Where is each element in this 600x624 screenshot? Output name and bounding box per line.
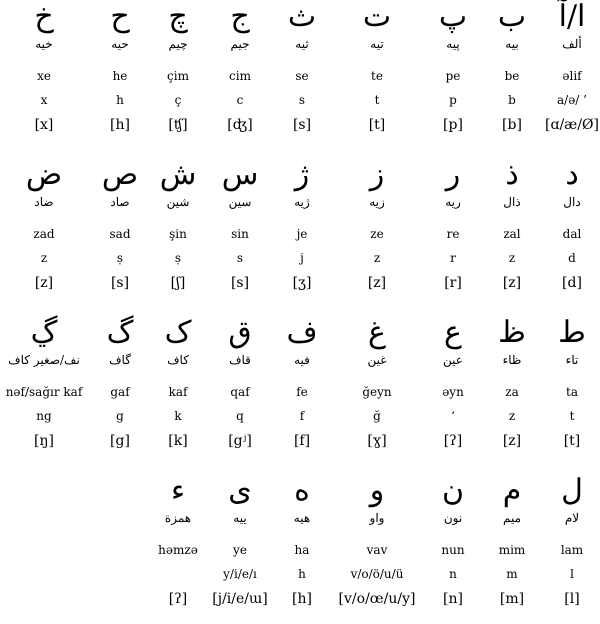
- letter-name: تاء: [565, 353, 579, 367]
- latin-name: nəf/sağır kaf: [5, 385, 83, 399]
- transliteration: y/i/e/ı: [223, 567, 257, 581]
- transliteration: b: [508, 93, 516, 107]
- letter: ج: [230, 0, 250, 34]
- letter-name: نون: [443, 511, 463, 525]
- letter: م: [502, 473, 522, 508]
- letter-cell: [413, 158, 493, 308]
- letter-cell: [337, 474, 417, 624]
- letter-name: ييه: [233, 511, 247, 525]
- transliteration: m: [506, 567, 518, 581]
- ipa-value: [g]: [110, 433, 130, 449]
- latin-name: re: [446, 227, 460, 241]
- transliteration: x: [40, 93, 48, 107]
- letter: ء: [170, 473, 186, 508]
- transliteration: ṣ: [116, 251, 124, 265]
- letter-name: ذال: [503, 195, 521, 209]
- latin-name: ye: [233, 543, 247, 557]
- latin-name: gaf: [110, 385, 130, 399]
- letter-cell: [413, 316, 493, 466]
- letter: ص: [101, 157, 139, 192]
- transliteration: z: [508, 409, 516, 423]
- latin-name: əlif: [562, 69, 582, 83]
- latin-name: dal: [562, 227, 582, 241]
- letter-name: پيه: [446, 37, 460, 51]
- letter-name: لام: [564, 511, 580, 525]
- transliteration: ṣ: [174, 251, 182, 265]
- letter: غ: [368, 315, 386, 350]
- latin-name: xe: [37, 69, 51, 83]
- letter: چ: [168, 0, 188, 34]
- letter: پ: [438, 0, 468, 34]
- letter-name: ژيه: [294, 195, 310, 209]
- letter-cell: [138, 474, 218, 624]
- letter-name: حيه: [111, 37, 129, 51]
- transliteration: z: [373, 251, 381, 265]
- latin-name: vav: [366, 543, 388, 557]
- latin-name: əyn: [442, 385, 464, 399]
- latin-name: ha: [294, 543, 310, 557]
- transliteration: j: [300, 251, 304, 265]
- letter: ه: [294, 473, 310, 508]
- transliteration: f: [299, 409, 305, 423]
- letter-name: فيه: [294, 353, 310, 367]
- transliteration: k: [174, 409, 182, 423]
- ipa-value: [n]: [443, 591, 463, 607]
- letter-name: سين: [228, 195, 252, 209]
- letter-name: كاف: [167, 353, 189, 367]
- letter: ز: [369, 157, 385, 192]
- letter: خ: [34, 0, 54, 34]
- letter-name: گاف: [109, 353, 131, 367]
- letter-cell: [0, 316, 94, 466]
- ipa-value: [ɑ/æ/Ø]: [545, 117, 599, 133]
- latin-name: fe: [296, 385, 308, 399]
- ipa-value: [p]: [443, 117, 463, 133]
- letter-name: ألف: [562, 37, 582, 51]
- letter-cell: [413, 0, 493, 150]
- ipa-value: [v/o/œ/u/y]: [338, 591, 416, 607]
- transliteration: r: [450, 251, 456, 265]
- ipa-value: [z]: [502, 433, 522, 449]
- letter: د: [565, 157, 579, 192]
- ipa-value: [gʲ]: [228, 433, 252, 449]
- ipa-value: [l]: [564, 591, 580, 607]
- letter-cell: [413, 474, 493, 624]
- transliteration: h: [298, 567, 306, 581]
- letter: ق: [228, 315, 252, 350]
- transliteration: ğ: [373, 409, 381, 423]
- ipa-value: [d]: [562, 275, 582, 291]
- letter: س: [221, 157, 259, 192]
- letter-name: ميم: [502, 511, 522, 525]
- letter-name: قاف: [229, 353, 251, 367]
- letter: ع: [444, 315, 462, 350]
- latin-name: cim: [229, 69, 251, 83]
- letter-name: زيه: [369, 195, 385, 209]
- transliteration: ç: [174, 93, 182, 107]
- letter: ن: [441, 473, 465, 508]
- latin-name: həmzə: [158, 543, 198, 557]
- latin-name: ğeyn: [362, 385, 392, 399]
- ipa-value: [ʃ]: [170, 275, 186, 291]
- transliteration: t: [569, 409, 575, 423]
- ipa-value: [j/i/e/ɯ]: [212, 591, 268, 607]
- ipa-value: [z]: [367, 275, 387, 291]
- letter: ف: [286, 315, 318, 350]
- transliteration: n: [449, 567, 457, 581]
- letter: ض: [25, 157, 63, 192]
- letter-name: خيه: [35, 37, 53, 51]
- ipa-value: [ɣ]: [367, 433, 387, 449]
- letter-name: صاد: [110, 195, 130, 209]
- transliteration: s: [236, 251, 244, 265]
- letter-name: هيه: [293, 511, 311, 525]
- latin-name: sin: [231, 227, 249, 241]
- letter-name: ظاء: [502, 353, 522, 367]
- letter-cell: [80, 158, 160, 308]
- latin-name: je: [296, 227, 308, 241]
- transliteration: t: [374, 93, 380, 107]
- letter-name: ريه: [445, 195, 461, 209]
- latin-name: za: [505, 385, 519, 399]
- transliteration: l: [570, 567, 574, 581]
- letter: ژ: [294, 157, 310, 192]
- transliteration: ng: [36, 409, 52, 423]
- latin-name: çim: [167, 69, 189, 83]
- latin-name: nun: [441, 543, 465, 557]
- letter: ب: [497, 0, 527, 34]
- letter: ڲ: [30, 315, 58, 350]
- latin-name: ze: [370, 227, 384, 241]
- letter-cell: [4, 0, 84, 150]
- letter: ر: [445, 157, 461, 192]
- letter-cell: [337, 316, 417, 466]
- letter: ط: [558, 315, 586, 350]
- ipa-value: [b]: [502, 117, 522, 133]
- transliteration: v/o/ö/u/ü: [350, 567, 404, 581]
- ipa-value: [k]: [168, 433, 188, 449]
- letter-name: جيم: [230, 37, 250, 51]
- letter: گ: [106, 315, 134, 350]
- transliteration: p: [449, 93, 457, 107]
- letter: ذ: [505, 157, 519, 192]
- ipa-value: [s]: [110, 275, 130, 291]
- ipa-value: [t]: [368, 117, 386, 133]
- ipa-value: [ŋ]: [34, 433, 54, 449]
- latin-name: qaf: [230, 385, 250, 399]
- letter: ث: [287, 0, 317, 34]
- ipa-value: [h]: [110, 117, 130, 133]
- letter: ت: [362, 0, 392, 34]
- letter: ظ: [498, 315, 526, 350]
- latin-name: pe: [445, 69, 461, 83]
- latin-name: be: [504, 69, 520, 83]
- letter-name: عين: [443, 353, 463, 367]
- letter-name: بيه: [505, 37, 519, 51]
- latin-name: sad: [109, 227, 131, 241]
- transliteration: d: [568, 251, 576, 265]
- letter-name: شين: [166, 195, 190, 209]
- letter-name: دال: [563, 195, 581, 209]
- ipa-value: [ʧ]: [168, 117, 188, 133]
- letter: ى: [228, 473, 252, 508]
- latin-name: kaf: [168, 385, 188, 399]
- ipa-value: [r]: [444, 275, 462, 291]
- ipa-value: [f]: [293, 433, 311, 449]
- letter-cell: [80, 0, 160, 150]
- transliteration: ‘: [451, 409, 455, 423]
- latin-name: te: [371, 69, 383, 83]
- letter-cell: [337, 158, 417, 308]
- letter-name: همزة: [164, 511, 192, 525]
- letter: ل: [561, 473, 583, 508]
- letter: ک: [164, 315, 192, 350]
- ipa-value: [z]: [502, 275, 522, 291]
- letter-name: غين: [367, 353, 387, 367]
- ipa-value: [ʒ]: [292, 275, 312, 291]
- ipa-value: [z]: [34, 275, 54, 291]
- letter-name: چيم: [168, 37, 188, 51]
- latin-name: lam: [560, 543, 584, 557]
- letter-name: تيه: [370, 37, 384, 51]
- transliteration: z: [508, 251, 516, 265]
- latin-name: se: [295, 69, 309, 83]
- transliteration: a/ə/ ’: [557, 93, 587, 107]
- latin-name: ta: [566, 385, 578, 399]
- transliteration: q: [236, 409, 244, 423]
- latin-name: zad: [33, 227, 55, 241]
- ipa-value: [ʔ]: [443, 433, 463, 449]
- ipa-value: [h]: [292, 591, 312, 607]
- letter-cell: [337, 0, 417, 150]
- letter-name: نف/صغير كاف: [8, 353, 80, 367]
- transliteration: c: [236, 93, 244, 107]
- letter: ح: [110, 0, 130, 34]
- latin-name: şin: [169, 227, 187, 241]
- transliteration: s: [298, 93, 306, 107]
- ipa-value: [ʔ]: [168, 591, 188, 607]
- ipa-value: [ʤ]: [227, 117, 253, 133]
- letter: و: [369, 473, 385, 508]
- letter-cell: [4, 158, 84, 308]
- ipa-value: [t]: [563, 433, 581, 449]
- ipa-value: [s]: [292, 117, 312, 133]
- letter-name: ثيه: [295, 37, 309, 51]
- ipa-value: [x]: [34, 117, 54, 133]
- transliteration: h: [116, 93, 124, 107]
- latin-name: he: [112, 69, 128, 83]
- ipa-value: [m]: [499, 591, 525, 607]
- letter: ش: [159, 157, 197, 192]
- letter-name: واو: [369, 511, 385, 525]
- latin-name: mim: [498, 543, 526, 557]
- transliteration: g: [116, 409, 124, 423]
- letter-name: ضاد: [34, 195, 54, 209]
- transliteration: z: [40, 251, 48, 265]
- letter: ا/آ: [558, 0, 586, 34]
- ipa-value: [s]: [230, 275, 250, 291]
- latin-name: zal: [503, 227, 521, 241]
